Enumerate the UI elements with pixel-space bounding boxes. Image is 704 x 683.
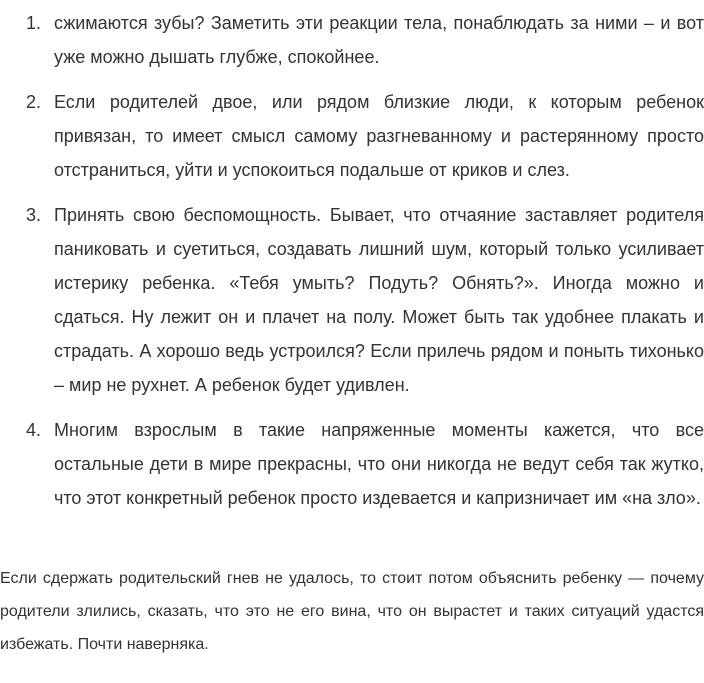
list-item (0, 198, 704, 402)
list-item-number: 3. (26, 205, 42, 225)
closing-paragraph: Если сдержать родительский гнев не удалось, то стоит потом объяснить ребенку — почему родители злились, сказать, что это не его вина, что он вырастет и таких ситуаций удастся избежать. Почти наверняка. (0, 570, 704, 653)
list-item-text: Принять свою беспомощность. Бывает, что отчаяние заставляет родителя паниковать и суетиться, создавать лишний шум, который только усиливает истерику ребенка. «Тебя умыть? Подуть? Обнять?». Иногда можно и сдаться. Ну лежит он и плачет на полу. Может быть так удобнее плакать и страдать. А хорошо ведь устроился? Если прилечь рядом и поныть тихонько – мир не рухнет. А ребенок будет удивлен. (54, 205, 704, 395)
list-item-number: 1. (26, 13, 42, 33)
list-item (0, 413, 704, 515)
list-item (0, 6, 704, 74)
list-item-text: сжимаются зубы? Заметить эти реакции тела, понаблюдать за ними – и вот уже можно дышать глубже, спокойнее. (54, 13, 704, 67)
list-item-text: Если родителей двое, или рядом близкие люди, к которым ребенок привязан, то имеет смысл самому разгневанному и растерянному просто отстраниться, уйти и успокоиться подальше от криков и слез. (54, 92, 704, 180)
list-item (0, 85, 704, 187)
list-item-text: Многим взрослым в такие напряженные моменты кажется, что все остальные дети в мире прекрасны, что они никогда не ведут себя так жутко, что этот конкретный ребенок просто издевается и капризничает им «на зло». (54, 420, 704, 508)
list-item-number: 2. (26, 92, 42, 112)
list-item-number: 4. (26, 420, 42, 440)
